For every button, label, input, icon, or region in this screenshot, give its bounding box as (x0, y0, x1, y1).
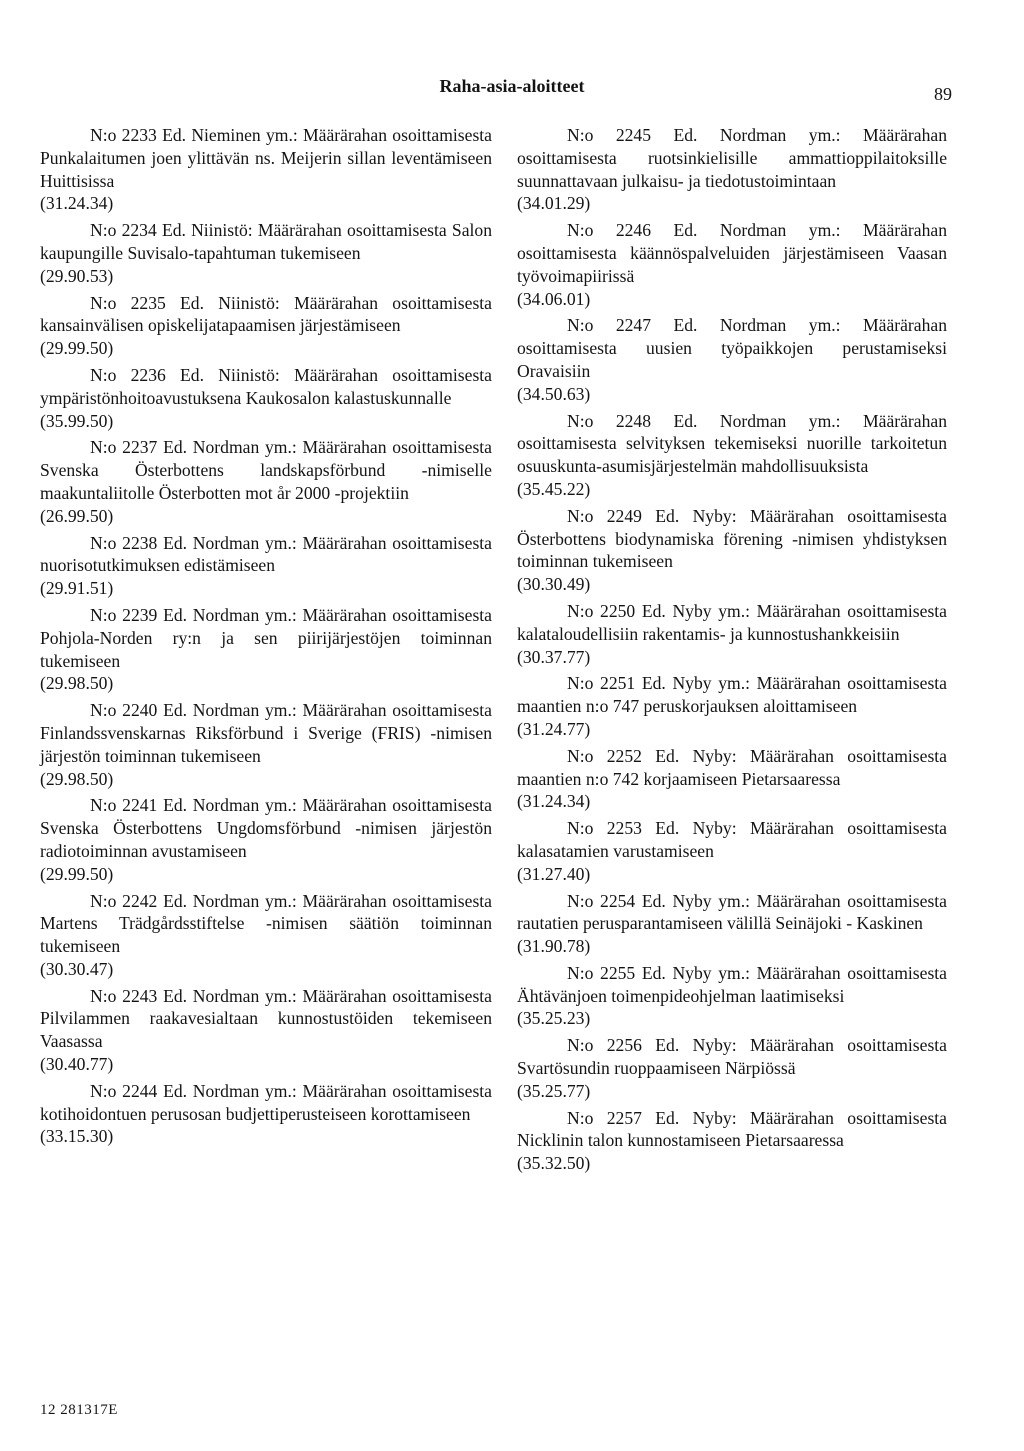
motion-description: N:o 2235 Ed. Niinistö: Määrärahan osoittamisesta kansainvälisen opiskelijatapaamisen järjestämiseen (40, 292, 492, 336)
motion-description: N:o 2252 Ed. Nyby: Määrärahan osoittamisesta maantien n:o 742 korjaamiseen Pietarsaaressa (517, 745, 947, 789)
motion-description: N:o 2234 Ed. Niinistö: Määrärahan osoittamisesta Salon kaupungille Suvisalo-tapahtuman tukemiseen (40, 220, 492, 263)
motion-entry (40, 1080, 492, 1148)
motion-description: N:o 2236 Ed. Niinistö: Määrärahan osoittamisesta ympäristönhoitoavustuksena Kaukosalon kalastuskunnalle (40, 364, 492, 408)
motion-description: N:o 2240 Ed. Nordman ym.: Määrärahan osoittamisesta Finlandssvenskarnas Riksförbund i Sverige (FRIS) -nimisen järjestön toiminnan tukemiseen (40, 700, 492, 766)
motion-entry (517, 817, 947, 885)
motion-entry (40, 364, 492, 432)
motion-entry (40, 124, 492, 215)
motion-description: N:o 2233 Ed. Nieminen ym.: Määrärahan osoittamisesta Punkalaitumen joen ylittävän ns. Meijerin sillan leventämiseen Huittisissa (40, 125, 492, 191)
budget-item-code: (35.32.50) (517, 1153, 591, 1174)
motion-description: N:o 2241 Ed. Nordman ym.: Määrärahan osoittamisesta Svenska Österbottens Ungdomsförbund -nimisen järjestön radiotoiminnan avustamiseen (40, 795, 492, 861)
budget-item-code: (31.24.77) (517, 718, 591, 739)
budget-item-code: (35.99.50) (40, 410, 114, 431)
motion-entry (517, 962, 947, 1030)
motion-entry (517, 505, 947, 596)
budget-item-code: (35.45.22) (517, 478, 591, 499)
motion-description: N:o 2251 Ed. Nyby ym.: Määrärahan osoittamisesta maantien n:o 747 peruskorjauksen aloittamiseen (517, 673, 947, 717)
motion-entry (517, 124, 947, 215)
motion-description: N:o 2253 Ed. Nyby: Määrärahan osoittamisesta kalasatamien varustamiseen (517, 818, 947, 861)
motion-entry (40, 219, 492, 287)
budget-item-code: (30.30.47) (40, 958, 114, 979)
motion-entry (517, 219, 947, 310)
right-column (517, 124, 947, 1179)
motion-description: N:o 2247 Ed. Nordman ym.: Määrärahan osoittamisesta uusien työpaikkojen perustamiseksi Oravaisiin (517, 315, 947, 381)
budget-item-code: (30.37.77) (517, 646, 591, 667)
motion-entry (40, 699, 492, 790)
motion-description: N:o 2245 Ed. Nordman ym.: Määrärahan osoittamisesta ruotsinkielisille ammattioppilaitoksille suunnattavaan julkaisu- ja tiedotustoimintaan (517, 125, 947, 191)
budget-item-code: (31.24.34) (517, 791, 591, 812)
motion-entry (40, 436, 492, 527)
motion-description: N:o 2250 Ed. Nyby ym.: Määrärahan osoittamisesta kalataloudellisiin rakentamis- ja kunnostushankkeisiin (517, 600, 947, 644)
motion-entry (40, 890, 492, 981)
motion-entry (517, 410, 947, 501)
budget-item-code: (29.90.53) (40, 265, 114, 286)
motion-description: N:o 2243 Ed. Nordman ym.: Määrärahan osoittamisesta Pilvilammen raakavesialtaan kunnostustöiden tekemiseen Vaasassa (40, 985, 492, 1052)
budget-item-code: (29.91.51) (40, 578, 114, 599)
motion-entry (517, 1107, 947, 1175)
motion-entry (517, 890, 947, 958)
motion-description: N:o 2257 Ed. Nyby: Määrärahan osoittamisesta Nicklinin talon kunnostamiseen Pietarsaaressa (517, 1107, 947, 1151)
motion-description: N:o 2238 Ed. Nordman ym.: Määrärahan osoittamisesta nuorisotutkimuksen edistämiseen (40, 532, 492, 576)
budget-item-code: (26.99.50) (40, 505, 114, 526)
page-header-title: Raha-asia-aloitteet (439, 76, 585, 96)
budget-item-code: (31.27.40) (517, 863, 591, 884)
motion-entry (517, 600, 947, 668)
motion-description: N:o 2237 Ed. Nordman ym.: Määrärahan osoittamisesta Svenska Österbottens landskapsförbund -nimiselle maakuntaliitolle Österbotten mot år 2000 -projektiin (40, 437, 492, 503)
budget-item-code: (34.50.63) (517, 383, 591, 404)
budget-item-code: (29.99.50) (40, 338, 114, 359)
left-column (40, 124, 492, 1152)
motion-entry (40, 532, 492, 600)
budget-item-code: (29.98.50) (40, 768, 114, 789)
print-signature: 12 281317E (40, 1402, 118, 1418)
motion-entry (517, 745, 947, 813)
budget-item-code: (31.90.78) (517, 936, 591, 957)
budget-item-code: (31.24.34) (40, 193, 114, 214)
budget-item-code: (34.01.29) (517, 193, 591, 214)
budget-item-code: (30.40.77) (40, 1054, 114, 1075)
motion-entry (517, 672, 947, 740)
motion-description: N:o 2239 Ed. Nordman ym.: Määrärahan osoittamisesta Pohjola-Norden ry:n ja sen piirijärjestöjen toiminnan tukemiseen (40, 604, 492, 671)
motion-entry (517, 1034, 947, 1102)
motion-description: N:o 2246 Ed. Nordman ym.: Määrärahan osoittamisesta käännöspalveluiden järjestämiseen Vaasan työvoimapiirissä (517, 220, 947, 286)
budget-item-code: (35.25.23) (517, 1008, 591, 1029)
budget-item-code: (29.98.50) (40, 673, 114, 694)
motion-entry (40, 604, 492, 695)
motion-description: N:o 2244 Ed. Nordman ym.: Määrärahan osoittamisesta kotihoidontuen perusosan budjettiperusteiseen korottamiseen (40, 1080, 492, 1124)
motion-entry (40, 794, 492, 885)
budget-item-code: (29.99.50) (40, 863, 114, 884)
motion-entry (40, 985, 492, 1076)
motion-description: N:o 2254 Ed. Nyby ym.: Määrärahan osoittamisesta rautatien perusparantamiseen välillä Seinäjoki - Kaskinen (517, 890, 947, 934)
motion-description: N:o 2256 Ed. Nyby: Määrärahan osoittamisesta Svartösundin ruoppaamiseen Närpiössä (517, 1035, 947, 1079)
budget-item-code: (30.30.49) (517, 574, 591, 595)
motion-description: N:o 2248 Ed. Nordman ym.: Määrärahan osoittamisesta selvityksen tekemiseksi nuorille tarkoitetun osuuskunta-asumisjärjestelmän mahdollisuuksista (517, 410, 947, 477)
motion-description: N:o 2249 Ed. Nyby: Määrärahan osoittamisesta Österbottens biodynamiska förening -nimisen yhdistyksen toiminnan tukemiseen (517, 505, 947, 572)
page-number: 89 (934, 84, 952, 104)
motion-description: N:o 2255 Ed. Nyby ym.: Määrärahan osoittamisesta Ähtävänjoen toimenpideohjelman laatimiseksi (517, 962, 947, 1006)
motion-entry (517, 314, 947, 405)
budget-item-code: (33.15.30) (40, 1126, 114, 1147)
motion-description: N:o 2242 Ed. Nordman ym.: Määrärahan osoittamisesta Martens Trädgårdsstiftelse -nimisen säätiön toiminnan tukemiseen (40, 890, 492, 957)
budget-item-code: (34.06.01) (517, 288, 591, 309)
budget-item-code: (35.25.77) (517, 1080, 591, 1101)
motion-entry (40, 292, 492, 360)
